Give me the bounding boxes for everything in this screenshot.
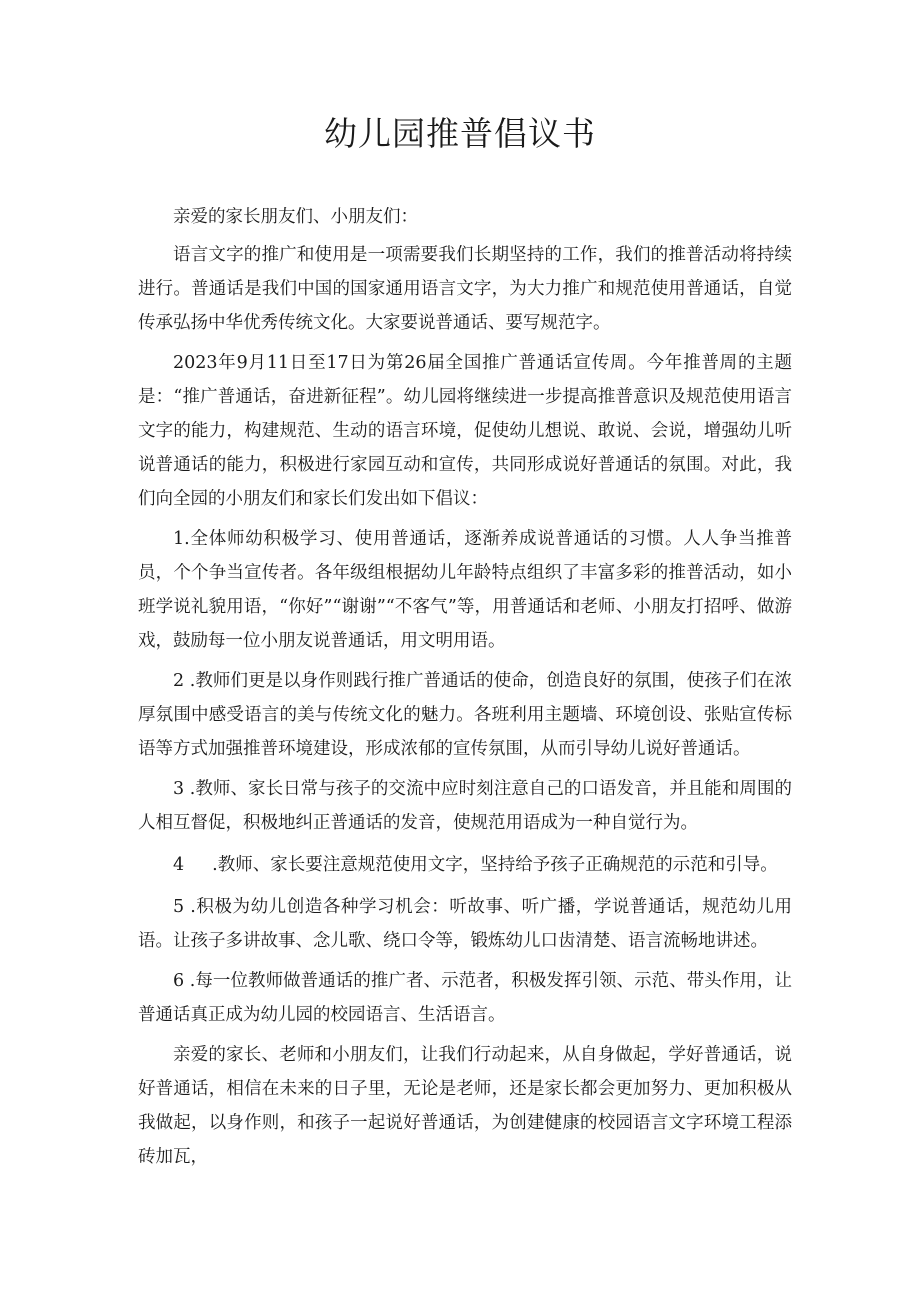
closing-paragraph: 亲爱的家长、老师和小朋友们，让我们行动起来，从自身做起，学好普通话，说好普通话，相信在未来的日子里，无论是老师，还是家长都会更加努力、更加积极从我做起，以身作则，和孩子一起说好普通话，为创建健康的校园语言文字环境工程添砖加瓦， [138, 1045, 792, 1167]
document-body [138, 200, 792, 1174]
item-text: .教师、家长日常与孩子的交流中应时刻注意自己的口语发音，并且能和周围的人相互督促，积极地纠正普通话的发音，使规范用语成为一种自觉行为。 [138, 779, 792, 833]
proposal-item-6 [138, 964, 792, 1032]
item-text: .教师、家长要注意规范使用文字，坚持给予孩子正确规范的示范和引导。 [212, 855, 778, 875]
item-number: 3 [173, 779, 185, 799]
item-number: 5 [173, 897, 185, 917]
paragraph-intro: 语言文字的推广和使用是一项需要我们长期坚持的工作，我们的推普活动将持续进行。普通话是我们中国的国家通用语言文字，为大力推广和规范使用普通话，自觉传承弘扬中华优秀传统文化。大家要说普通话、要写规范字。 [138, 245, 792, 333]
item-number: 1. [173, 529, 190, 549]
proposal-item-5 [138, 890, 792, 958]
proposal-item-4 [138, 848, 792, 882]
item-number: 6 [173, 971, 185, 991]
paragraph-theme: 2023年9月11日至17日为第26届全国推广普通话宣传周。今年推普周的主题是：“推广普通话，奋进新征程”。幼儿园将继续进一步提高推普意识及规范使用语言文字的能力，构建规范、生动的语言环境，促使幼儿想说、敢说、会说，增强幼儿听说普通话的能力，积极进行家园互动和宣传，共同形成说好普通话的氛围。对此，我们向全园的小朋友们和家长们发出如下倡议： [138, 353, 792, 509]
item-text: .积极为幼儿创造各种学习机会：听故事、听广播，学说普通话，规范幼儿用语。让孩子多讲故事、念儿歌、绕口令等，锻炼幼儿口齿清楚、语言流畅地讲述。 [138, 897, 792, 951]
item-text: 全体师幼积极学习、使用普通话，逐渐养成说普通话的习惯。人人争当推普员，个个争当宣传者。各年级组根据幼儿年龄特点组织了丰富多彩的推普活动，如小班学说礼貌用语，“你好”“谢谢”“不客气”等，用普通话和老师、小朋友打招呼、做游戏，鼓励每一位小朋友说普通话，用文明用语。 [138, 529, 792, 651]
item-text: .教师们更是以身作则践行推广普通话的使命，创造良好的氛围，使孩子们在浓厚氛围中感受语言的美与传统文化的魅力。各班利用主题墙、环境创设、张贴宣传标语等方式加强推普环境建设，形成浓郁的宣传氛围，从而引导幼儿说好普通话。 [138, 671, 792, 759]
proposal-item-3 [138, 772, 792, 840]
document-title: 幼儿园推普倡议书 [324, 114, 596, 153]
item-text: .每一位教师做普通话的推广者、示范者，积极发挥引领、示范、带头作用，让普通话真正成为幼儿园的校园语言、生活语言。 [138, 971, 792, 1025]
proposal-item-2 [138, 664, 792, 766]
greeting: 亲爱的家长朋友们、小朋友们： [173, 207, 418, 227]
item-number: 2 [173, 671, 185, 691]
proposal-item-1 [138, 522, 792, 658]
item-number: 4 [173, 855, 185, 875]
